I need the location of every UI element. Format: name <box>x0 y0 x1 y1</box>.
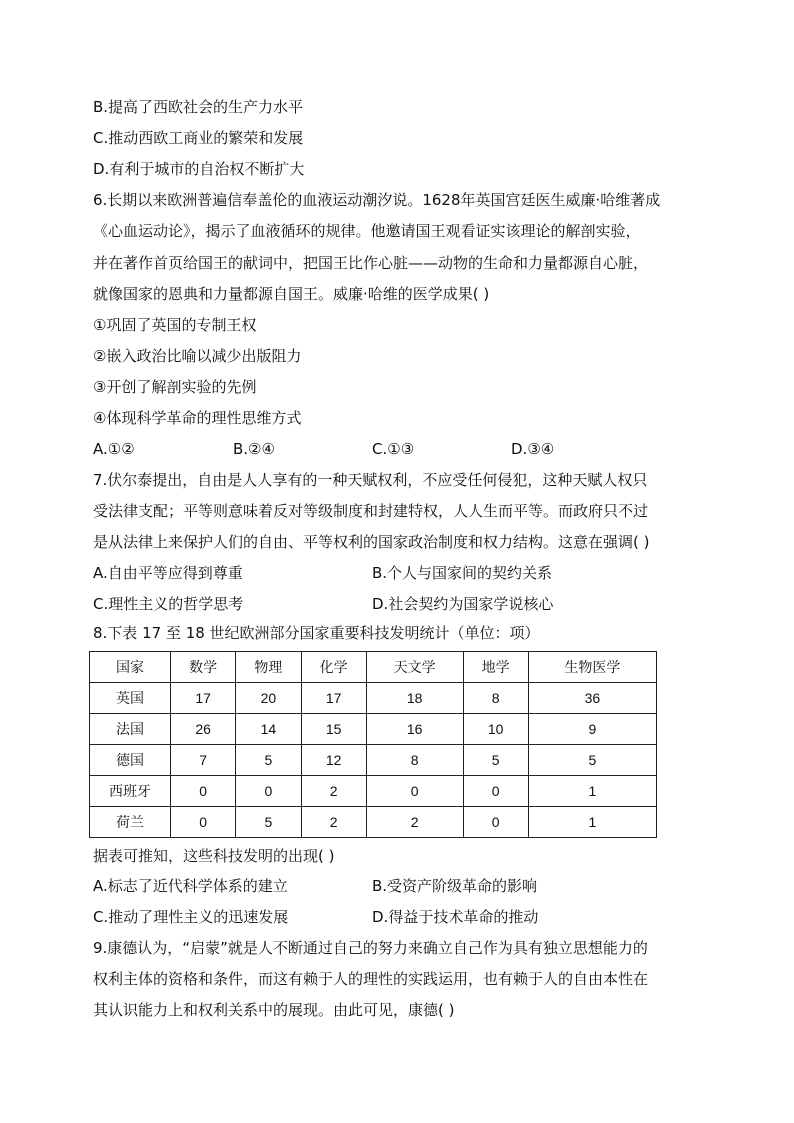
table-row <box>90 745 657 776</box>
table-row <box>90 807 657 838</box>
table-cell: 16 <box>366 714 463 745</box>
table-cell: 12 <box>301 745 366 776</box>
table-cell: 9 <box>528 714 656 745</box>
q7-stem-line: 7.伏尔泰提出，自由是人人享有的一种天赋权利，不应受任何侵犯，这种天赋人权只 <box>93 471 648 489</box>
q7-option-b: B.个人与国家间的契约关系 <box>372 564 553 582</box>
q6-item: ③开创了解剖实验的先例 <box>93 378 257 396</box>
table-header-cell: 数学 <box>171 652 236 683</box>
table-cell: 1 <box>528 776 656 807</box>
q7-stem-line: 是从法律上来保护人们的自由、平等权利的国家政治制度和权力结构。这意在强调( ) <box>93 533 650 551</box>
q6-stem-line: 《心血运动论》，揭示了血液循环的规律。他邀请国王观看证实该理论的解剖实验， <box>93 222 641 240</box>
table-row <box>90 683 657 714</box>
q6-item: ②嵌入政治比喻以减少出版阻力 <box>93 347 302 365</box>
q8-option-c: C.推动了理性主义的迅速发展 <box>93 908 289 926</box>
table-cell: 14 <box>236 714 301 745</box>
table-header-cell: 化学 <box>301 652 366 683</box>
table-cell-country: 西班牙 <box>90 776 171 807</box>
q6-option-c: C.①③ <box>372 440 415 458</box>
table-cell: 2 <box>366 807 463 838</box>
invention-stats-table <box>89 651 657 838</box>
table-header-cell: 生物医学 <box>528 652 656 683</box>
table-cell: 1 <box>528 807 656 838</box>
table-cell: 5 <box>463 745 528 776</box>
q5-option-d: D.有利于城市的自治权不断扩大 <box>93 160 305 178</box>
q7-stem-line: 受法律支配；平等则意味着反对等级制度和封建特权，人人生而平等。而政府只不过 <box>93 502 649 520</box>
table-header-cell: 物理 <box>236 652 301 683</box>
q7-option-c: C.理性主义的哲学思考 <box>93 595 244 613</box>
table-header-cell: 天文学 <box>366 652 463 683</box>
table-cell: 7 <box>171 745 236 776</box>
table-cell: 0 <box>366 776 463 807</box>
q6-item: ①巩固了英国的专制王权 <box>93 316 257 334</box>
table-cell: 0 <box>463 807 528 838</box>
q7-option-a: A.自由平等应得到尊重 <box>93 564 243 582</box>
q9-stem-line: 其认识能力上和权利关系中的展现。由此可见，康德( ) <box>93 1001 455 1019</box>
q8-option-a: A.标志了近代科学体系的建立 <box>93 877 288 895</box>
q8-option-d: D.得益于技术革命的推动 <box>372 908 539 926</box>
table-cell: 10 <box>463 714 528 745</box>
q9-stem-line: 权利主体的资格和条件，而这有赖于人的理性的实践运用，也有赖于人的自由本性在 <box>93 970 649 988</box>
table-cell: 0 <box>171 807 236 838</box>
table-cell: 17 <box>301 683 366 714</box>
q6-option-b: B.②④ <box>233 440 275 458</box>
table-cell-country: 荷兰 <box>90 807 171 838</box>
table-cell: 5 <box>236 807 301 838</box>
q6-option-a: A.①② <box>93 440 135 458</box>
table-cell: 0 <box>236 776 301 807</box>
table-row <box>90 776 657 807</box>
table-cell: 20 <box>236 683 301 714</box>
table-cell: 36 <box>528 683 656 714</box>
q5-option-b: B.提高了西欧社会的生产力水平 <box>93 98 304 116</box>
q6-stem-line: 就像国家的恩典和力量都源自国王。威廉·哈维的医学成果( ) <box>93 285 490 303</box>
q8-intro: 8.下表 17 至 18 世纪欧洲部分国家重要科技发明统计（单位：项） <box>93 624 540 642</box>
table-cell: 18 <box>366 683 463 714</box>
table-cell: 17 <box>171 683 236 714</box>
table-cell-country: 英国 <box>90 683 171 714</box>
q5-option-c: C.推动西欧工商业的繁荣和发展 <box>93 129 304 147</box>
table-cell: 5 <box>236 745 301 776</box>
table-header-cell: 地学 <box>463 652 528 683</box>
table-cell-country: 法国 <box>90 714 171 745</box>
table-cell: 26 <box>171 714 236 745</box>
table-cell: 2 <box>301 776 366 807</box>
table-cell: 2 <box>301 807 366 838</box>
table-header-row <box>90 652 657 683</box>
table-cell: 0 <box>463 776 528 807</box>
q6-item: ④体现科学革命的理性思维方式 <box>93 409 302 427</box>
table-row <box>90 714 657 745</box>
q6-stem-line: 6.长期以来欧洲普遍信奉盖伦的血液运动潮汐说。1628年英国宫廷医生威廉·哈维著成 <box>93 191 661 209</box>
q8-stem: 据表可推知，这些科技发明的出现( ) <box>93 847 335 865</box>
table-cell: 0 <box>171 776 236 807</box>
table-header-cell: 国家 <box>90 652 171 683</box>
q6-stem-line: 并在著作首页给国王的献词中，把国王比作心脏——动物的生命和力量都源自心脏， <box>93 254 649 272</box>
q9-stem-line: 9.康德认为，“启蒙”就是人不断通过自己的努力来确立自己作为具有独立思想能力的 <box>93 939 648 957</box>
table-cell-country: 德国 <box>90 745 171 776</box>
table-cell: 15 <box>301 714 366 745</box>
table-cell: 8 <box>366 745 463 776</box>
q7-option-d: D.社会契约为国家学说核心 <box>372 595 554 613</box>
q6-option-d: D.③④ <box>511 440 555 458</box>
q8-option-b: B.受资产阶级革命的影响 <box>372 877 538 895</box>
table-cell: 5 <box>528 745 656 776</box>
table-cell: 8 <box>463 683 528 714</box>
